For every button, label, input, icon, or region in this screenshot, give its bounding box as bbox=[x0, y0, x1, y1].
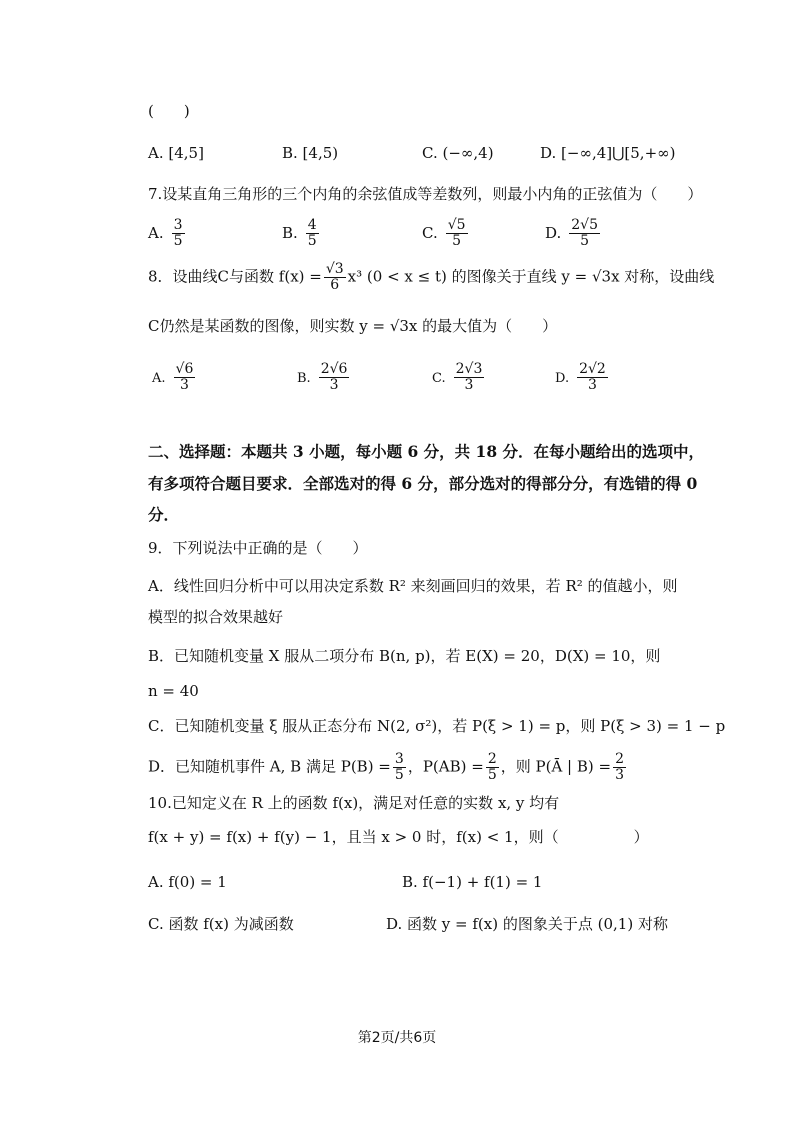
q8-option-b-label: B. bbox=[297, 370, 311, 386]
q10-option-b: B. f(−1) + f(1) = 1 bbox=[402, 873, 543, 891]
q8-option-a-fraction bbox=[174, 362, 196, 393]
fraction-denominator: 5 bbox=[487, 767, 497, 783]
q8-option-d bbox=[555, 362, 610, 393]
section2-heading-line1: 二、选择题：本题共 3 小题，每小题 6 分，共 18 分．在每小题给出的选项中， bbox=[148, 442, 705, 461]
q8-stem-line2: C仍然是某函数的图像，则实数 y = √3x 的最大值为（ ） bbox=[148, 317, 558, 335]
q8-stem-fraction bbox=[324, 262, 346, 293]
q8-option-c bbox=[432, 362, 486, 393]
q9-option-d-pre: D．已知随机事件 A, B 满足 P(B) = bbox=[148, 757, 391, 776]
q7-option-d-label: D. bbox=[545, 223, 562, 242]
fraction-numerator: √3 bbox=[325, 261, 344, 277]
q8-option-c-label: C. bbox=[432, 370, 446, 386]
q9-stem: 9．下列说法中正确的是（ ） bbox=[148, 539, 368, 557]
q9-option-b-line2: n = 40 bbox=[148, 682, 199, 700]
q9-option-d-mid: ，P(AB) = bbox=[407, 757, 484, 776]
q9-option-d-mid2: ，则 P(Ā | B) = bbox=[500, 757, 612, 776]
section2-heading-line3: 分． bbox=[148, 505, 180, 524]
q8-option-d-fraction bbox=[577, 362, 608, 393]
fraction-denominator: 3 bbox=[179, 377, 189, 393]
q8-stem-pre: 8．设曲线C与函数 f(x) = bbox=[148, 267, 322, 286]
q8-stem-line1 bbox=[148, 262, 714, 293]
fraction-denominator: 5 bbox=[394, 767, 404, 783]
fraction-denominator: 5 bbox=[307, 233, 317, 249]
q10-option-c: C. 函数 f(x) 为减函数 bbox=[148, 915, 294, 933]
q9-option-a-line2: 模型的拟合效果越好 bbox=[148, 608, 284, 626]
q7-option-a-fraction bbox=[172, 218, 185, 249]
q6-option-d: D. [−∞,4]⋃[5,+∞) bbox=[540, 144, 676, 162]
q7-option-a bbox=[148, 218, 187, 249]
fraction-numerator: 2 bbox=[615, 751, 625, 767]
q7-option-b-fraction bbox=[306, 218, 319, 249]
fraction-denominator: 3 bbox=[615, 767, 625, 783]
fraction-denominator: 3 bbox=[588, 377, 597, 393]
q7-stem: 7.设某直角三角形的三个内角的余弦值成等差数列，则最小内角的正弦值为（ ） bbox=[148, 185, 703, 203]
fraction-numerator: 2√3 bbox=[455, 361, 483, 377]
section2-heading-line2: 有多项符合题目要求．全部选对的得 6 分，部分选对的得部分分，有选错的得 0 bbox=[148, 474, 698, 493]
fraction-numerator: 2 bbox=[487, 751, 497, 767]
fraction-denominator: 3 bbox=[329, 377, 339, 393]
q9-option-b-line1: B．已知随机变量 X 服从二项分布 B(n, p)，若 E(X) = 20，D(X) = 10，则 bbox=[148, 647, 661, 665]
q9-option-c: C．已知随机变量 ξ 服从正态分布 N(2, σ²)，若 P(ξ > 1) = p，则 P(ξ > 3) = 1 − p bbox=[148, 717, 726, 735]
fraction-numerator: 2√5 bbox=[571, 217, 599, 233]
q7-option-c-label: C. bbox=[422, 223, 438, 242]
q10-option-d: D. 函数 y = f(x) 的图象关于点 (0,1) 对称 bbox=[386, 915, 668, 933]
q9-option-d-fraction-1 bbox=[393, 752, 406, 783]
fraction-denominator: 3 bbox=[464, 377, 474, 393]
fraction-numerator: 3 bbox=[394, 751, 404, 767]
q10-stem-line1: 10.已知定义在 R 上的函数 f(x)，满足对任意的实数 x, y 均有 bbox=[148, 794, 560, 812]
q6-option-a: A. [4,5] bbox=[148, 144, 204, 162]
q6-option-b: B. [4,5) bbox=[282, 144, 339, 162]
fraction-numerator: 3 bbox=[173, 217, 183, 233]
q7-option-b bbox=[282, 218, 321, 249]
q8-option-a bbox=[152, 362, 197, 393]
q7-option-c-fraction bbox=[446, 218, 468, 249]
q8-option-b bbox=[297, 362, 351, 393]
q9-option-d-fraction-2 bbox=[486, 752, 499, 783]
fraction-numerator: 2√6 bbox=[320, 361, 348, 377]
fraction-denominator: 5 bbox=[580, 233, 590, 249]
q7-option-a-label: A. bbox=[148, 223, 164, 242]
q8-option-b-fraction bbox=[319, 362, 350, 393]
page-footer: 第2页/共6页 bbox=[357, 1030, 437, 1046]
q9-option-a-line1: A．线性回归分析中可以用决定系数 R² 来刻画回归的效果，若 R² 的值越小，则 bbox=[148, 577, 678, 595]
fraction-denominator: 6 bbox=[330, 277, 340, 293]
fraction-numerator: 2√2 bbox=[579, 361, 606, 377]
fraction-denominator: 5 bbox=[452, 233, 462, 249]
q8-option-c-fraction bbox=[454, 362, 485, 393]
q9-option-d bbox=[148, 752, 628, 783]
q7-option-d bbox=[545, 218, 602, 249]
fraction-denominator: 5 bbox=[173, 233, 183, 249]
q6-option-c: C. (−∞,4) bbox=[422, 144, 494, 162]
q10-option-a: A. f(0) = 1 bbox=[148, 873, 227, 891]
fraction-numerator: 4 bbox=[307, 217, 317, 233]
q10-stem-line2: f(x + y) = f(x) + f(y) − 1，且当 x > 0 时，f(x) < 1，则（ ） bbox=[148, 828, 649, 846]
q8-option-a-label: A. bbox=[152, 370, 166, 386]
q7-option-c bbox=[422, 218, 470, 249]
fraction-numerator: √5 bbox=[447, 217, 466, 233]
q7-option-b-label: B. bbox=[282, 223, 298, 242]
q6-answer-parens: ( ) bbox=[148, 102, 190, 120]
q8-stem-post: x³ (0 < x ≤ t) 的图像关于直线 y = √3x 对称，设曲线 bbox=[347, 267, 715, 286]
q7-option-d-fraction bbox=[569, 218, 600, 249]
fraction-numerator: √6 bbox=[175, 361, 194, 377]
q9-option-d-fraction-3 bbox=[613, 752, 626, 783]
q8-option-d-label: D. bbox=[555, 370, 570, 386]
